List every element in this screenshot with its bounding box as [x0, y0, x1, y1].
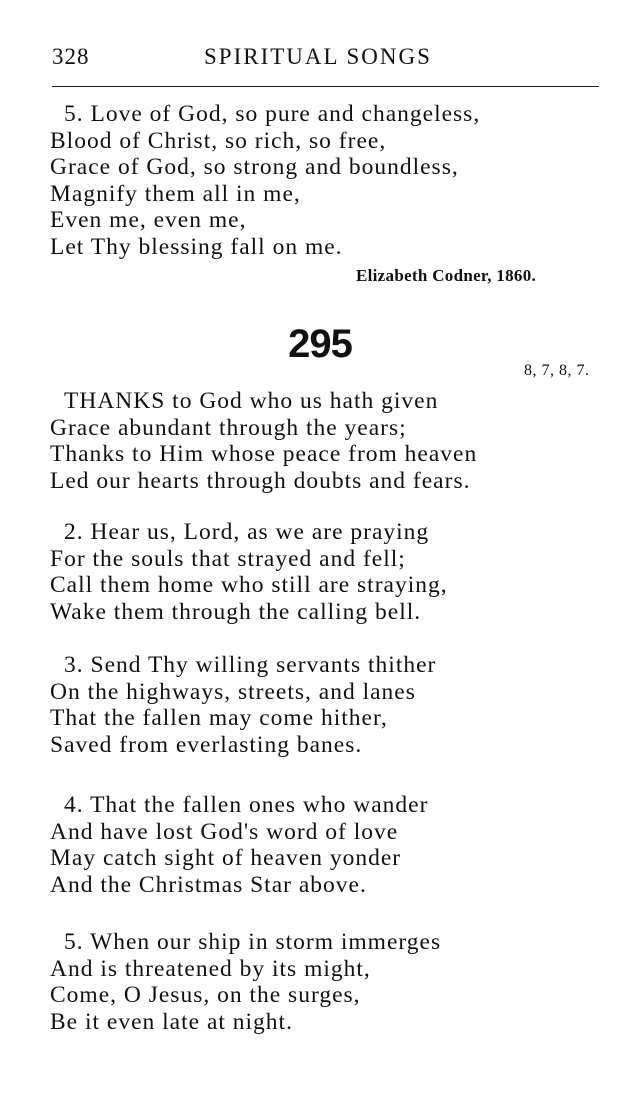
verse-line: Call them home who still are straying, [50, 572, 448, 598]
verse-line: 2. Hear us, Lord, as we are praying [64, 519, 430, 545]
hymn-stanza-4 [50, 792, 428, 898]
verse-line: 5. Love of God, so pure and changeless, [64, 101, 481, 127]
author-attribution: Elizabeth Codner, 1860. [356, 266, 537, 285]
verse-line: And the Christmas Star above. [50, 871, 367, 898]
verse-line: Grace of God, so strong and boundless, [50, 154, 459, 180]
verse-line: Let Thy blessing fall on me. [50, 233, 343, 260]
verse-line: Magnify them all in me, [50, 180, 301, 207]
verse-line: Saved from everlasting banes. [50, 731, 363, 758]
verse-line: Wake them through the calling bell. [50, 598, 422, 625]
verse-line: THANKS to God who us hath given [64, 388, 439, 414]
hymn-meter: 8, 7, 8, 7. [524, 362, 590, 379]
verse-line: Grace abundant through the years; [50, 414, 407, 441]
verse-line: And is threatened by its might, [50, 955, 371, 982]
hymn-number: 295 [288, 322, 352, 366]
page-header [52, 44, 600, 78]
verse-line: 4. That the fallen ones who wander [64, 792, 429, 818]
previous-hymn-stanza-5 [50, 101, 480, 260]
verse-line: And have lost God's word of love [50, 818, 399, 845]
verse-line: For the souls that strayed and fell; [50, 545, 406, 572]
verse-line: Come, O Jesus, on the surges, [50, 982, 361, 1008]
hymn-stanza-5 [50, 929, 441, 1035]
verse-line: Blood of Christ, so rich, so free, [50, 127, 387, 154]
verse-line: That the fallen may come hither, [50, 705, 388, 731]
verse-line: Even me, even me, [50, 207, 247, 233]
verse-line: 5. When our ship in storm immerges [64, 929, 442, 955]
hymn-stanza-3 [50, 652, 436, 758]
verse-line: Thanks to Him whose peace from heaven [50, 441, 478, 467]
verse-line: On the highways, streets, and lanes [50, 678, 416, 705]
verse-line: 3. Send Thy willing servants thither [64, 652, 437, 678]
verse-line: Led our hearts through doubts and fears. [50, 467, 471, 494]
header-rule [52, 86, 599, 87]
verse-line: May catch sight of heaven yonder [50, 845, 402, 871]
page-number: 328 [52, 44, 90, 69]
hymn-stanza-2 [50, 519, 448, 625]
verse-line: Be it even late at night. [50, 1008, 293, 1035]
hymn-stanza-1 [50, 388, 477, 494]
running-title: SPIRITUAL SONGS [204, 44, 432, 69]
